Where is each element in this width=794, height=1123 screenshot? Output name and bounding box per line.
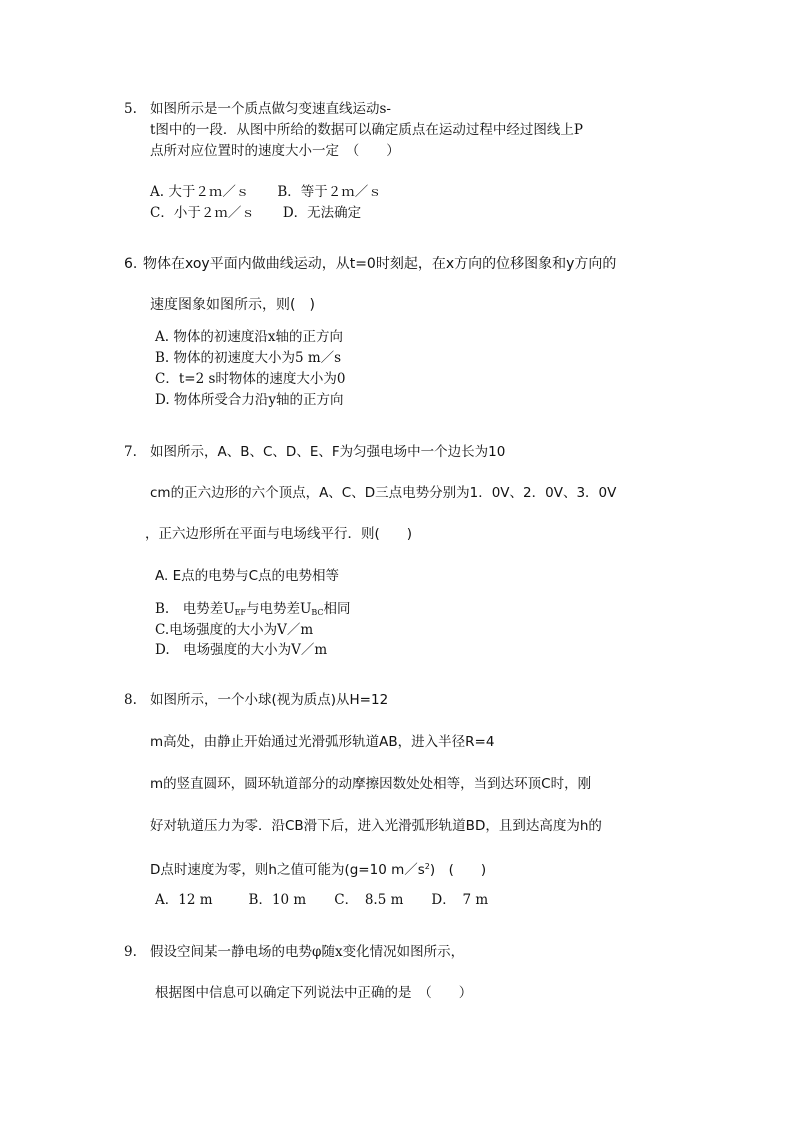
q7-line1: 如图所示，A、B、C、D、E、F为匀强电场中一个边长为10 xyxy=(150,444,506,460)
q5-line1: 如图所示是一个质点做匀变速直线运动s- xyxy=(150,101,391,117)
q8-line3: m的竖直圆环，圆环轨道部分的动摩擦因数处处相等，当到达环顶C时，刚 xyxy=(150,776,592,792)
q8-option-a: A．12 m xyxy=(155,892,213,908)
q5-option-c: C．小于２ｍ／ｓ xyxy=(150,205,255,221)
q5-options-row2 xyxy=(150,204,361,222)
q7-option-c: C.电场强度的大小为V／m xyxy=(155,622,314,638)
q8-option-b: B．10 m xyxy=(248,892,307,908)
q7-line3: ，正六边形所在平面与电场线平行．则( ) xyxy=(145,526,413,542)
q6-line2: 速度图象如图所示，则( ) xyxy=(150,297,315,313)
q5-option-d: D．无法确定 xyxy=(282,205,362,221)
q6-option-d: D. 物体所受合力沿y轴的正方向 xyxy=(155,392,344,408)
q9-number: 9. xyxy=(124,944,137,960)
q9-line1: 假设空间某一静电场的电势φ随x变化情况如图所示， xyxy=(150,944,465,960)
q8-number: 8. xyxy=(124,692,137,708)
q5-options-row1 xyxy=(150,183,382,201)
q8-option-c: C． 8.5 m xyxy=(334,892,404,908)
q8-line5 xyxy=(150,858,486,879)
q7-number: 7. xyxy=(124,444,137,460)
q6-number: 6. xyxy=(124,256,138,272)
q8-line4: 好对轨道压力为零．沿CB滑下后，进入光滑弧形轨道BD，且到达高度为h的 xyxy=(150,818,602,834)
q7-option-b-post: 相同 xyxy=(323,601,351,617)
q8-line1: 如图所示，一个小球(视为质点)从H=12 xyxy=(150,692,389,708)
q5-line2: t图中的一段．从图中所给的数据可以确定质点在运动过程中经过图线上P xyxy=(150,122,584,138)
q6-option-b: B. 物体的初速度大小为5 m／s xyxy=(155,350,342,366)
q7-line2: cm的正六边形的六个顶点，A、C、D三点电势分别为1．0V、2．0V、3．0V xyxy=(150,485,617,501)
q5-option-a: A. 大于２ｍ／ｓ xyxy=(150,184,250,200)
q7-option-b-sub1: EF xyxy=(234,608,246,617)
q8-line5-sup: 2 xyxy=(424,862,430,871)
q7-option-b-mid: 与电势差U xyxy=(245,601,312,617)
q5-number: 5. xyxy=(124,101,137,117)
q5-option-b: B．等于２ｍ／ｓ xyxy=(277,184,382,200)
q8-options-row xyxy=(155,891,488,909)
q9-line2: 根据图中信息可以确定下列说法中正确的是 （ ） xyxy=(155,985,473,1001)
q7-option-b xyxy=(155,600,351,622)
q7-option-b-sub2: BC xyxy=(311,608,324,617)
q7-option-a: A. E点的电势与C点的电势相等 xyxy=(155,568,340,584)
q6-option-a: A. 物体的初速度沿x轴的正方向 xyxy=(155,329,343,345)
q8-line2: m高处，由静止开始通过光滑弧形轨道AB，进入半径R=4 xyxy=(150,734,495,750)
q6-line1: 物体在xoy平面内做曲线运动，从t=0时刻起，在x方向的位移图象和y方向的 xyxy=(143,256,617,272)
q8-line5-post: ) ( ) xyxy=(429,862,487,878)
q7-option-b-pre: B. 电势差U xyxy=(155,601,235,617)
q5-line3: 点所对应位置时的速度大小一定 （ ） xyxy=(150,143,400,159)
q8-line5-pre: D点时速度为零，则h之值可能为(g=10 m／s xyxy=(150,862,425,878)
q6-option-c: C．t=2 s时物体的速度大小为0 xyxy=(155,371,346,387)
q8-option-d: D． 7 m xyxy=(431,892,489,908)
q7-option-d: D. 电场强度的大小为V／m xyxy=(155,642,328,658)
